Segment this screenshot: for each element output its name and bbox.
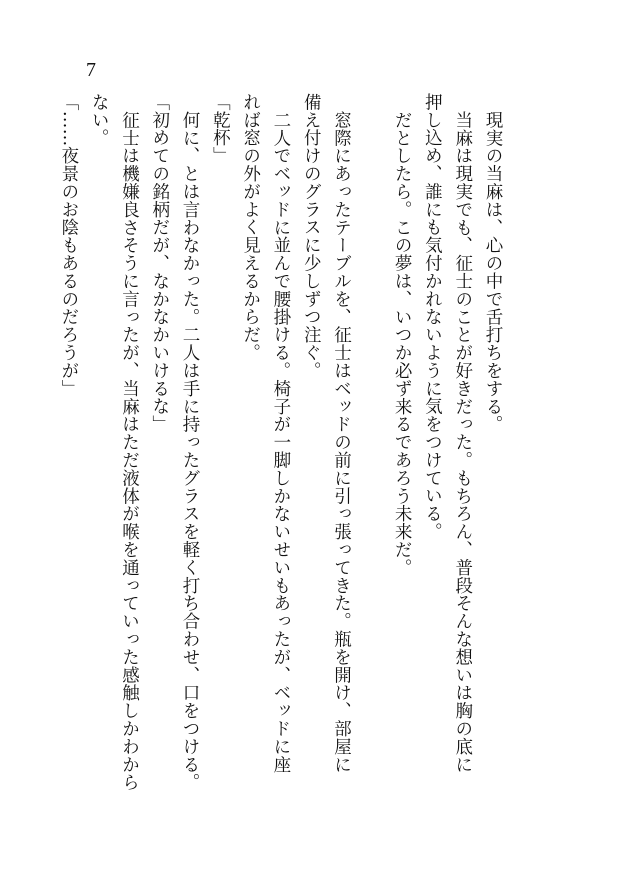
text-line: れば窓の外がよく見えるからだ。 — [240, 93, 261, 362]
text-line: 備え付けのグラスに少しずつ注ぐ。 — [301, 93, 322, 380]
vertical-body-text — [58, 93, 508, 813]
text-line: だとしたら。この夢は、いつか必ず来るであろう未来だ。 — [392, 110, 413, 576]
text-line: 「……夜景のお陰もあるのだろうが」 — [58, 93, 79, 398]
page-number: 7 — [86, 59, 96, 81]
text-line: 二人でベッドに並んで腰掛ける。椅子が一脚しかないせいもあったが、ベッドに座 — [270, 110, 291, 773]
text-line: 征士は機嫌良さそうに言ったが、当麻はただ液体が喉を通っていった感触しかわから — [119, 110, 140, 791]
text-line: 押し込め、誰にも気付かれないように気をつけている。 — [422, 93, 443, 541]
text-line: 「初めての銘柄だが、なかなかいけるな」 — [149, 93, 170, 434]
text-line: 現実の当麻は、心の中で舌打ちをする。 — [483, 110, 503, 433]
text-line: 何に、とは言わなかった。二人は手に持ったグラスを軽く打ち合わせ、口をつける。 — [180, 110, 201, 791]
text-line: 窓際にあったテーブルを、征士はベッドの前に引っ張ってきた。瓶を開け、部屋に — [331, 110, 352, 773]
text-line: 当麻は現実でも、征士のことが好きだった。もちろん、普段そんな想いは胸の底に — [452, 110, 473, 773]
text-line: 「乾杯」 — [210, 93, 231, 165]
text-line: ない。 — [89, 93, 110, 147]
